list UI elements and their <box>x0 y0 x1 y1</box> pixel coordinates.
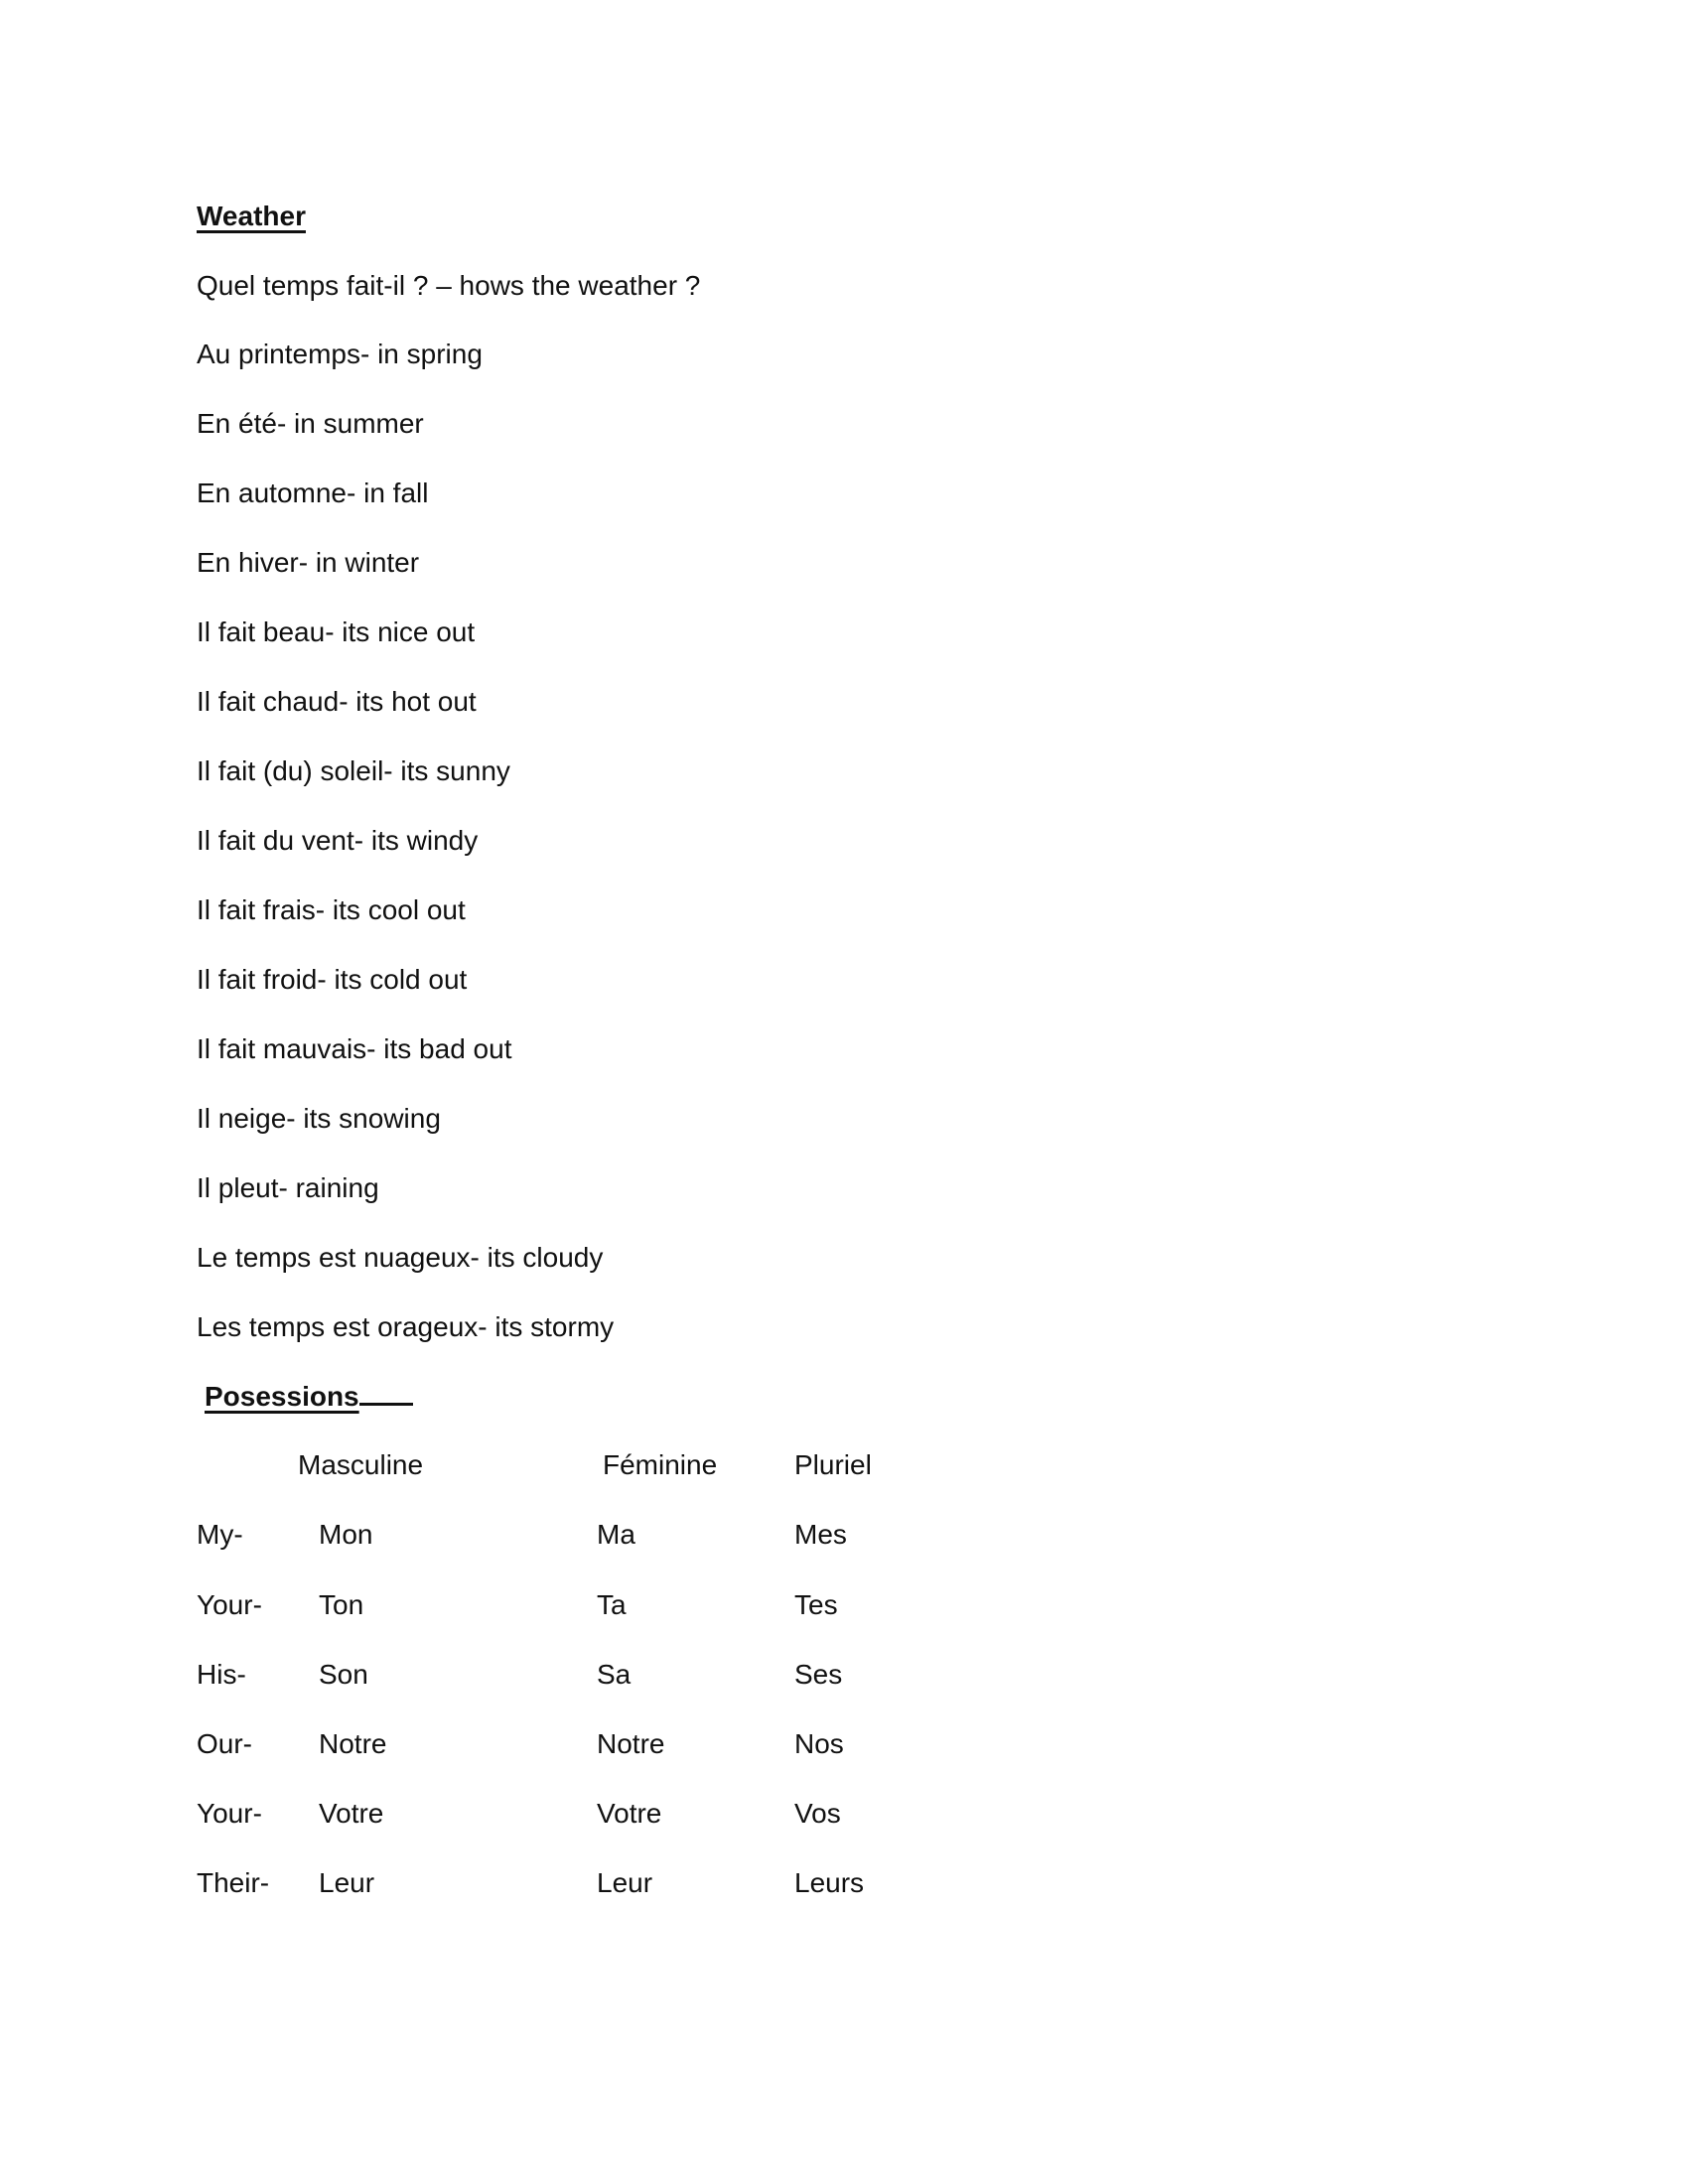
weather-heading <box>197 197 306 236</box>
row-label: Our- <box>197 1728 252 1759</box>
cell-feminine: Leur <box>597 1867 653 1898</box>
weather-line: Il fait du vent- its windy <box>197 825 479 856</box>
cell-plural: Nos <box>794 1728 844 1759</box>
cell-masculine: Notre <box>319 1728 387 1759</box>
weather-line: Il fait chaud- its hot out <box>197 686 477 717</box>
cell-feminine: Notre <box>597 1728 665 1759</box>
cell-plural: Vos <box>794 1798 841 1829</box>
cell-feminine: Sa <box>597 1659 632 1690</box>
row-label: Your- <box>197 1798 262 1829</box>
weather-line: Quel temps fait-il ? – hows the weather ? <box>197 270 701 301</box>
cell-masculine: Son <box>319 1659 368 1690</box>
cell-plural: Ses <box>794 1659 843 1690</box>
weather-line: Il neige- its snowing <box>197 1103 441 1134</box>
weather-line: Il fait frais- its cool out <box>197 894 466 925</box>
cell-masculine: Votre <box>319 1798 384 1829</box>
weather-line: En été- in summer <box>197 408 424 439</box>
cell-plural: Mes <box>794 1519 847 1550</box>
row-label: Their- <box>197 1867 270 1898</box>
header-masculine: Masculine <box>298 1449 424 1480</box>
weather-line: Il fait froid- its cold out <box>197 964 468 995</box>
cell-masculine: Leur <box>319 1867 375 1898</box>
weather-line: Il fait mauvais- its bad out <box>197 1033 512 1064</box>
weather-line: Le temps est nuageux- its cloudy <box>197 1242 604 1273</box>
weather-line: Il fait (du) soleil- its sunny <box>197 755 510 786</box>
header-feminine: Féminine <box>603 1449 718 1480</box>
weather-line: Il fait beau- its nice out <box>197 616 476 647</box>
weather-line: Les temps est orageux- its stormy <box>197 1311 615 1342</box>
weather-line: En automne- in fall <box>197 478 429 508</box>
row-label: His- <box>197 1659 246 1690</box>
header-plural: Pluriel <box>794 1449 872 1480</box>
heading-underline-extension <box>359 1377 413 1406</box>
row-label: My- <box>197 1519 243 1550</box>
cell-feminine: Ma <box>597 1519 635 1550</box>
row-label: Your- <box>197 1589 262 1620</box>
possessions-title: Posessions <box>205 1381 359 1412</box>
cell-masculine: Mon <box>319 1519 373 1550</box>
cell-plural: Tes <box>794 1589 838 1620</box>
weather-line: Au printemps- in spring <box>197 339 483 369</box>
cell-plural: Leurs <box>794 1867 865 1898</box>
cell-feminine: Votre <box>597 1798 662 1829</box>
cell-masculine: Ton <box>319 1589 364 1620</box>
weather-title: Weather <box>197 201 306 231</box>
cell-feminine: Ta <box>597 1589 627 1620</box>
weather-line: Il pleut- raining <box>197 1172 379 1203</box>
possessions-heading <box>205 1377 413 1417</box>
weather-line: En hiver- in winter <box>197 547 420 578</box>
